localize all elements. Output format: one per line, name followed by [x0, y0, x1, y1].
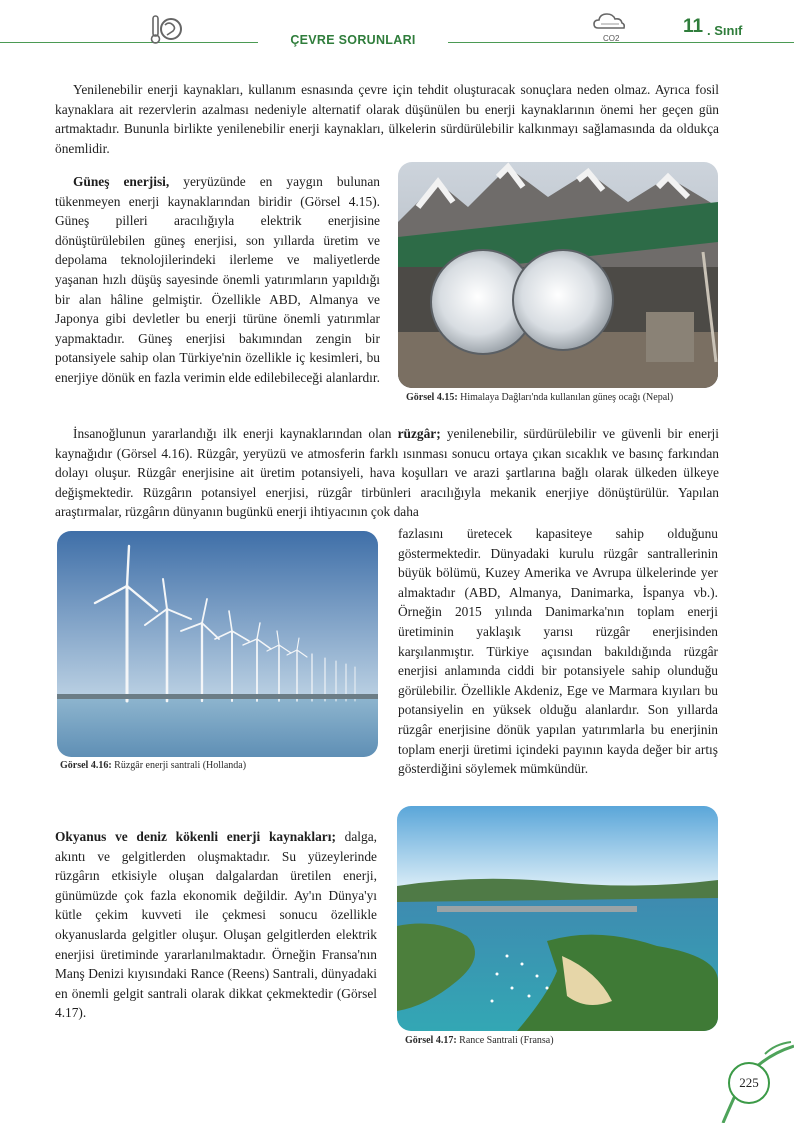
- wind-caption-label: Görsel 4.16:: [60, 760, 112, 771]
- tidal-caption-label: Görsel 4.17:: [405, 1035, 457, 1046]
- solar-paragraph: [55, 172, 380, 388]
- header-rule-left: [0, 42, 258, 43]
- grade-number: 11: [683, 16, 704, 37]
- co2-label: CO2: [603, 34, 620, 43]
- solar-cooker-photo: [398, 162, 718, 388]
- solar-text: yeryüzünde en yaygın bulunan tükenmeyen enerji kaynaklarından biridir (Görsel 4.15). Güneş pilleri aracılığıyla elektrik enerjisine dönüştürülebilen güneş enerjisi, son yıllarda üretim ve depolama teknolojilerindeki ilerleme ve maliyetlerde yaşanan hızlı düşüş sayesinde önemli yatırımların yapıldığı bir alan hâline gelmiştir. Özellikle ABD, Almanya ve Japonya gibi devletler bu enerji türüne önemli yatırımlar yapmaktadır. Güneş enerjisi bakımından zengin bir potansiyele sahip olan Türkiye'nin özellikle iç kesimleri, bu enerjiye dönük en fazla verimin elde edilebileceği alanlardır.: [55, 174, 380, 385]
- page-number: 225: [728, 1062, 770, 1104]
- solar-caption: [406, 392, 673, 403]
- solar-term: Güneş enerjisi,: [73, 174, 170, 189]
- wind-continued-paragraph: fazlasını üretecek kapasiteye sahip olduğunu göstermektedir. Dünyadaki kurulu rüzgâr santrallerinin büyük bölümü, Kuzey Amerika ve Avrupa ülkelerinde yer almaktadır (ABD, Almanya, Danimarka, İspanya vb.). Örneğin 2015 yılında Danimarka'nın toplam enerji üretiminin yaklaşık yarısı rüzgâr enerjisinden karşılanmıştır. Türkiye açısından bakıldığında rüzgâr enerjisi anlamında ciddi bir potansiyele sahip olunduğu görülebilir. Özellikle Akdeniz, Ege ve Marmara kıyıları bu potansiyelin en yüksek olduğu alanlardır. Son yıllarda rüzgâr enerjisine dönük yapılan yatırımlarla bu enerjinin toplam enerji üretimi içindeki payının kayda değer bir artış gösterdiğini söylemek mümkündür.: [398, 526, 718, 777]
- thermometer-earth-icon: [144, 12, 184, 46]
- intro-paragraph: Yenilenebilir enerji kaynakları, kullanım esnasında çevre için tehdit oluşturacak sonuçlara neden olmaz. Ayrıca fosil kaynaklara ait rezervlerin azalması nedeniyle alternatif olarak düşünülen bu enerji kaynaklarının önemi her geçen gün artmaktadır. Bununla birlikte yenilenebilir enerji kaynakları, ülkelerin sürdürülebilir kalkınmayı sağlamasında da oldukça önemlidir.: [55, 82, 719, 156]
- wind-term: rüzgâr;: [397, 426, 441, 441]
- solar-caption-label: Görsel 4.15:: [406, 392, 458, 403]
- grade-label: . Sınıf: [707, 23, 743, 38]
- ocean-paragraph: [55, 827, 377, 1023]
- tidal-caption: [405, 1035, 554, 1046]
- tidal-caption-text: Rance Santrali (Fransa): [456, 1035, 554, 1046]
- chapter-title: ÇEVRE SORUNLARI: [290, 33, 416, 47]
- solar-caption-text: Himalaya Dağları'nda kullanılan güneş ocağı (Nepal): [457, 392, 674, 403]
- wind-caption-text: Rüzgâr enerji santrali (Hollanda): [111, 760, 247, 771]
- wind-farm-photo: [57, 531, 378, 757]
- wind-paragraph: [55, 424, 719, 522]
- wind-caption: [60, 760, 246, 771]
- wind-pre: İnsanoğlunun yararlandığı ilk enerji kaynaklarından olan: [73, 426, 398, 441]
- ocean-text: dalga, akıntı ve gelgitlerden oluşmaktadır. Su yüzeylerinde rüzgârın etkisiyle oluşan dalgalardan üretilen enerji, günümüzde çok fazla ekonomik değildir. Ay'ın Dünya'yı kütle çekim kuvveti ile çekmesi sonucu özellikle okyanuslarda gelgitler oluşur. Oluşan gelgitlerden elektrik enerjisi üretiminde yararlanılmaktadır. Örneğin Fransa'nın Manş Denizi kıyısındaki Rance (Reens) Santrali, dünyadaki en önemli gelgit santrali olarak dikkat çekmektedir (Görsel 4.17).: [55, 829, 377, 1021]
- ocean-term: Okyanus ve deniz kökenli enerji kaynakları;: [55, 829, 336, 844]
- wind-text: yenilenebilir, sürdürülebilir ve güvenli bir enerji kaynağıdır (Görsel 4.16). Rüzgâr, yeryüzü ve atmosferin farklı ısınması sonucu ortaya çıkan sıcaklık ve basınç farkından dolayı oluşur. Rüzgâr enerjisine ait üretim potansiyeli, hava koşulları ve arazi şartlarına bağlı olarak ülkeden ülkeye değişmektedir. Rüzgârın potansiyel enerjisi, rüzgâr tirbünleri aracılığıyla mekanik enerjiye dönüştürülür. Yapılan araştırmalar, rüzgârın dünyanın bugünkü enerji ihtiyacının çok daha: [55, 426, 719, 520]
- tidal-plant-photo: [397, 806, 718, 1031]
